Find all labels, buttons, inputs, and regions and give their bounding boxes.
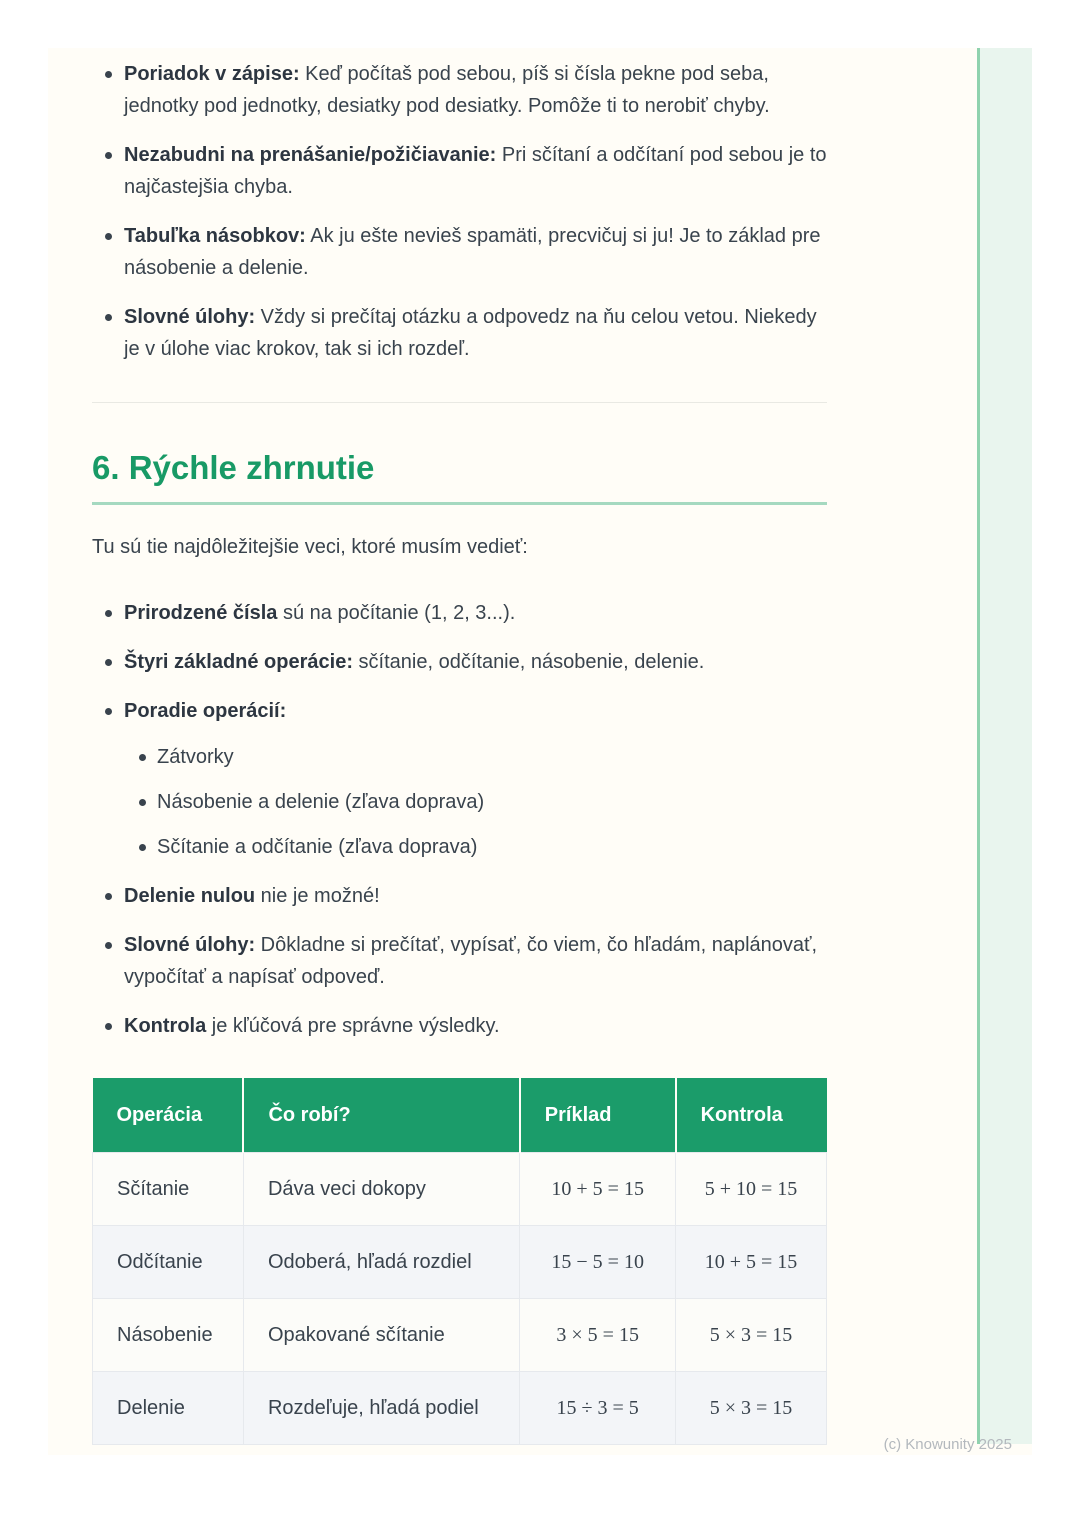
list-item: [92, 220, 827, 284]
table-header-row: [93, 1078, 827, 1153]
list-item: [92, 1010, 827, 1042]
list-item-lead: Poradie operácií:: [124, 700, 287, 722]
list-item: [92, 880, 827, 912]
page-content: [92, 48, 827, 1445]
list-item: [92, 301, 827, 365]
list-item-lead: Delenie nulou: [124, 885, 256, 907]
table-cell: Sčítanie: [93, 1153, 244, 1226]
sublist-item: Násobenie a delenie (zľava doprava): [124, 786, 827, 818]
table-header-cell: Operácia: [93, 1078, 244, 1153]
table-cell: Odčítanie: [93, 1226, 244, 1299]
list-item-text: Dôkladne si prečítať, vypísať, čo viem, čo hľadám, naplánovať, vypočítať a napísať odpoveď.: [124, 934, 818, 988]
list-item-text: sú na počítanie (1, 2, 3...).: [277, 602, 516, 624]
table-cell-check: 5 × 3 = 15: [676, 1372, 827, 1445]
list-item-lead: Prirodzené čísla: [124, 602, 278, 624]
order-of-operations-sublist: [124, 741, 827, 863]
summary-list: [92, 597, 827, 1042]
list-item-text: nie je možné!: [255, 885, 380, 907]
table-header-cell: Kontrola: [676, 1078, 827, 1153]
tips-list: [92, 58, 827, 365]
section-intro: Tu sú tie najdôležitejšie veci, ktoré musím vedieť:: [92, 536, 528, 558]
list-item-text: Pri sčítaní a odčítaní pod sebou je to najčastejšia chyba.: [124, 144, 827, 198]
list-item-lead: Štyri základné operácie:: [124, 651, 353, 673]
list-item: [92, 597, 827, 629]
list-item-lead: Tabuľka násobkov:: [124, 225, 306, 247]
operations-table: [92, 1078, 827, 1445]
section-divider: [92, 402, 827, 403]
table-header-cell: Čo robí?: [243, 1078, 519, 1153]
list-item-lead: Kontrola: [124, 1015, 207, 1037]
table-cell-example: 3 × 5 = 15: [520, 1299, 676, 1372]
table-row: [93, 1372, 827, 1445]
table-cell-example: 10 + 5 = 15: [520, 1153, 676, 1226]
list-item-text: Vždy si prečítaj otázku a odpovedz na ňu celou vetou. Niekedy je v úlohe viac krokov, tak si ich rozdeľ.: [124, 306, 817, 360]
table-cell-example: 15 ÷ 3 = 5: [520, 1372, 676, 1445]
table-cell: Odoberá, hľadá rozdiel: [243, 1226, 519, 1299]
table-cell: Dáva veci dokopy: [243, 1153, 519, 1226]
table-row: [93, 1226, 827, 1299]
list-item: [92, 58, 827, 122]
table-header: [93, 1078, 827, 1153]
table-cell: Rozdeľuje, hľadá podiel: [243, 1372, 519, 1445]
list-item-lead: Nezabudni na prenášanie/požičiavanie:: [124, 144, 497, 166]
sublist-item: Sčítanie a odčítanie (zľava doprava): [124, 831, 827, 863]
list-item-text: sčítanie, odčítanie, násobenie, delenie.: [352, 651, 705, 673]
document-page: [48, 48, 1032, 1455]
table-body: [93, 1153, 827, 1445]
table-cell: Delenie: [93, 1372, 244, 1445]
list-item: [92, 139, 827, 203]
list-item-text: Ak ju ešte nevieš spamäti, precvičuj si ju! Je to základ pre násobenie a delenie.: [124, 225, 821, 279]
list-item: [92, 695, 827, 863]
table-header-cell: Príklad: [520, 1078, 676, 1153]
table-cell: Násobenie: [93, 1299, 244, 1372]
list-item-lead: Slovné úlohy:: [124, 306, 256, 328]
section-heading: 6. Rýchle zhrnutie: [92, 448, 827, 505]
list-item-lead: Slovné úlohy:: [124, 934, 256, 956]
list-item-text: Keď počítaš pod sebou, píš si čísla pekne pod seba, jednotky pod jednotky, desiatky pod desiatky. Pomôže ti to nerobiť chyby.: [124, 63, 770, 117]
table-cell-check: 5 × 3 = 15: [676, 1299, 827, 1372]
table-row: [93, 1299, 827, 1372]
right-margin-band: [977, 48, 1032, 1444]
table-row: [93, 1153, 827, 1226]
table-cell: Opakované sčítanie: [243, 1299, 519, 1372]
list-item: [92, 646, 827, 678]
table-cell-check: 5 + 10 = 15: [676, 1153, 827, 1226]
list-item-text: je kľúčová pre správne výsledky.: [206, 1015, 500, 1037]
list-item: [92, 929, 827, 993]
table-cell-example: 15 − 5 = 10: [520, 1226, 676, 1299]
copyright-footer: (c) Knowunity 2025: [883, 1436, 1012, 1453]
list-item-lead: Poriadok v zápise:: [124, 63, 300, 85]
table-cell-check: 10 + 5 = 15: [676, 1226, 827, 1299]
sublist-item: Zátvorky: [124, 741, 827, 773]
